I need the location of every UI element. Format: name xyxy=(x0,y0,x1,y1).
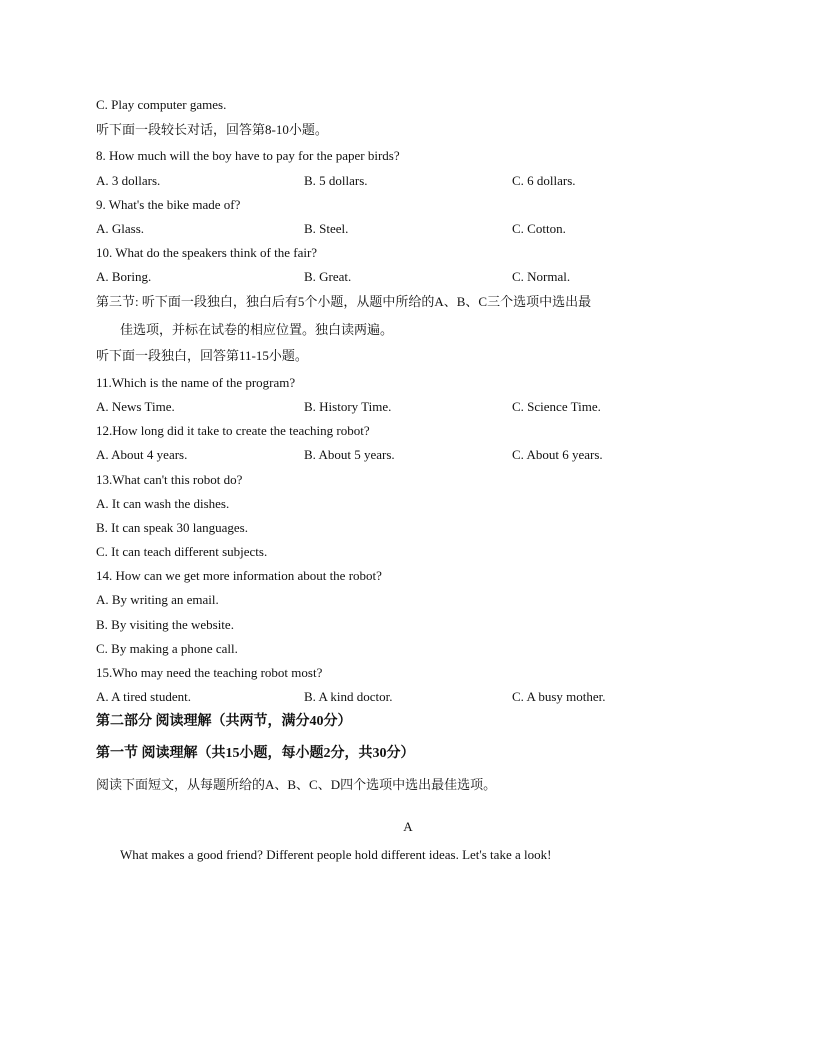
question-9: 9. What's the bike made of? xyxy=(96,197,241,212)
option-10a: A. Boring. xyxy=(96,269,152,284)
option-11a: A. News Time. xyxy=(96,399,175,414)
option-12b: B. About 5 years. xyxy=(304,447,395,462)
option-8c: C. 6 dollars. xyxy=(512,173,576,188)
option-11c: C. Science Time. xyxy=(512,399,601,414)
question-11: 11.Which is the name of the program? xyxy=(96,375,296,390)
option-13b: B. It can speak 30 languages. xyxy=(96,520,248,535)
section-3-instruction: 第三节: 听下面一段独白，独白后有5个小题，从题中所给的A、B、C三个选项中选出最 xyxy=(96,294,592,309)
option-15a: A. A tired student. xyxy=(96,689,191,704)
option-15c: C. A busy mother. xyxy=(512,689,606,704)
option-9a: A. Glass. xyxy=(96,221,145,236)
option-10c: C. Normal. xyxy=(512,269,571,284)
passage-first-sentence: What makes a good friend? Different people hold different ideas. Let's take a look! xyxy=(120,847,552,862)
question-12: 12.How long did it take to create the teaching robot? xyxy=(96,423,370,438)
part-2-heading: 第二部分 阅读理解（共两节，满分40分） xyxy=(96,714,352,729)
question-13: 13.What can't this robot do? xyxy=(96,472,243,487)
question-14: 14. How can we get more information about the robot? xyxy=(96,568,382,583)
option-14b: B. By visiting the website. xyxy=(96,617,234,632)
option-12a: A. About 4 years. xyxy=(96,447,188,462)
option-8b: B. 5 dollars. xyxy=(304,173,368,188)
question-15: 15.Who may need the teaching robot most? xyxy=(96,665,323,680)
monologue-instruction: 听下面一段独白，回答第11-15小题。 xyxy=(96,348,308,363)
option-9c: C. Cotton. xyxy=(512,221,566,236)
option-13c: C. It can teach different subjects. xyxy=(96,544,268,559)
option-14a: A. By writing an email. xyxy=(96,592,219,607)
option-13a: A. It can wash the dishes. xyxy=(96,496,230,511)
option-11b: B. History Time. xyxy=(304,399,392,414)
option-10b: B. Great. xyxy=(304,269,352,284)
part-2-section-1-heading: 第一节 阅读理解（共15小题，每小题2分，共30分） xyxy=(96,746,415,761)
dialogue-instruction: 听下面一段较长对话，回答第8-10小题。 xyxy=(96,122,328,137)
section-3-instruction-cont: 佳选项，并标在试卷的相应位置。独白读两遍。 xyxy=(120,322,394,337)
question-8: 8. How much will the boy have to pay for the paper birds? xyxy=(96,148,400,163)
option-8a: A. 3 dollars. xyxy=(96,173,161,188)
option-9b: B. Steel. xyxy=(304,221,349,236)
option-7c: C. Play computer games. xyxy=(96,97,227,112)
passage-label: A xyxy=(403,819,413,834)
reading-instruction: 阅读下面短文，从每题所给的A、B、C、D四个选项中选出最佳选项。 xyxy=(96,777,497,792)
question-10: 10. What do the speakers think of the fair? xyxy=(96,245,318,260)
option-12c: C. About 6 years. xyxy=(512,447,603,462)
option-14c: C. By making a phone call. xyxy=(96,641,238,656)
option-15b: B. A kind doctor. xyxy=(304,689,393,704)
